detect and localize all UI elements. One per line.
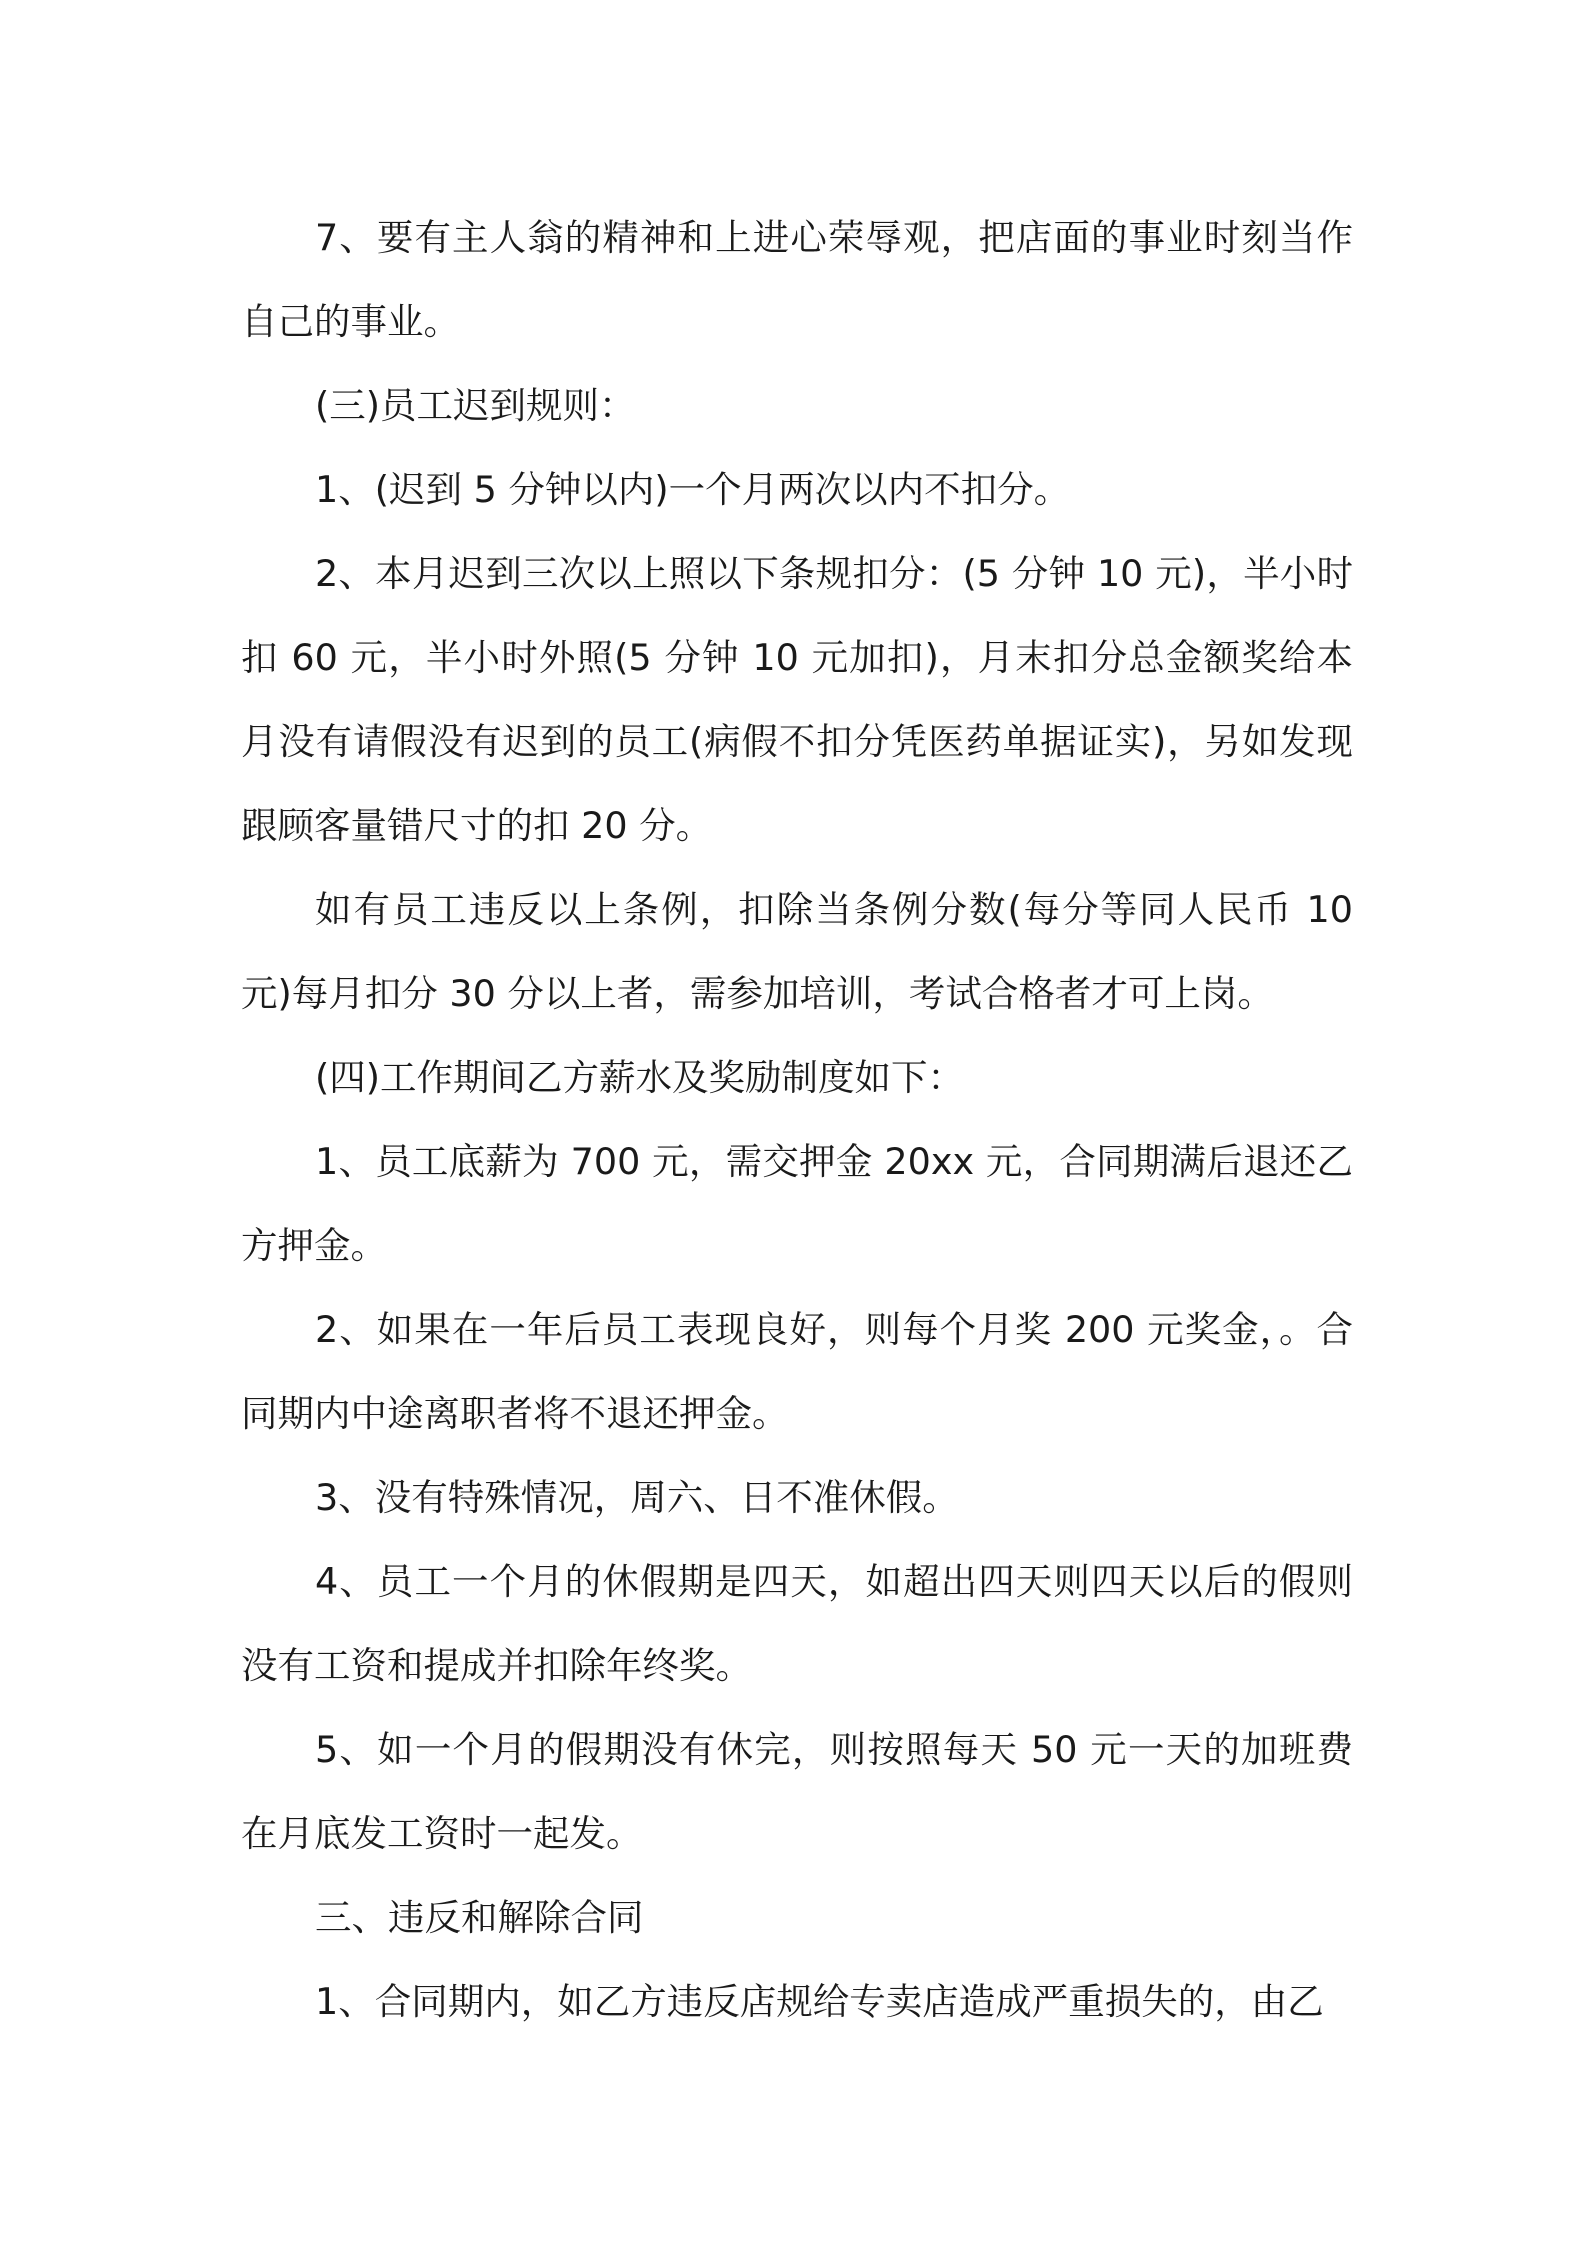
document-body <box>241 196 1353 2044</box>
heading-contract-termination: 三、违反和解除合同 <box>315 1896 644 1939</box>
paragraph-salary-rule-1: 1、员工底薪为 700 元，需交押金 20xx 元，合同期满后退还乙方押金。 <box>241 1140 1353 1267</box>
paragraph-salary-rule-2: 2、如果在一年后员工表现良好，则每个月奖 200 元奖金，。合同期内中途离职者将不退还押金。 <box>241 1308 1353 1435</box>
paragraph-salary-rule-3: 3、没有特殊情况，周六、日不准休假。 <box>315 1476 959 1519</box>
heading-salary-rewards: (四)工作期间乙方薪水及奖励制度如下： <box>315 1056 964 1099</box>
paragraph-violation-penalty: 如有员工违反以上条例，扣除当条例分数(每分等同人民币 10 元)每月扣分 30 分以上者，需参加培训，考试合格者才可上岗。 <box>241 888 1353 1015</box>
heading-lateness-rules: (三)员工迟到规则： <box>315 384 636 427</box>
paragraph-salary-rule-4: 4、员工一个月的休假期是四天，如超出四天则四天以后的假则没有工资和提成并扣除年终奖。 <box>241 1560 1353 1687</box>
paragraph-termination-rule-1: 1、合同期内，如乙方违反店规给专卖店造成严重损失的，由乙 <box>315 1980 1324 2023</box>
paragraph-lateness-rule-1: 1、(迟到 5 分钟以内)一个月两次以内不扣分。 <box>315 468 1071 511</box>
paragraph-salary-rule-5: 5、如一个月的假期没有休完，则按照每天 50 元一天的加班费在月底发工资时一起发。 <box>241 1728 1353 1855</box>
paragraph-ownership-spirit: 7、要有主人翁的精神和上进心荣辱观，把店面的事业时刻当作自己的事业。 <box>241 216 1353 343</box>
paragraph-lateness-rule-2: 2、本月迟到三次以上照以下条规扣分：(5 分钟 10 元)，半小时扣 60 元，半小时外照(5 分钟 10 元加扣)，月末扣分总金额奖给本月没有请假没有迟到的员工(病假不扣分凭医药单据证实)，另如发现跟顾客量错尺寸的扣 20 分。 <box>241 552 1353 847</box>
